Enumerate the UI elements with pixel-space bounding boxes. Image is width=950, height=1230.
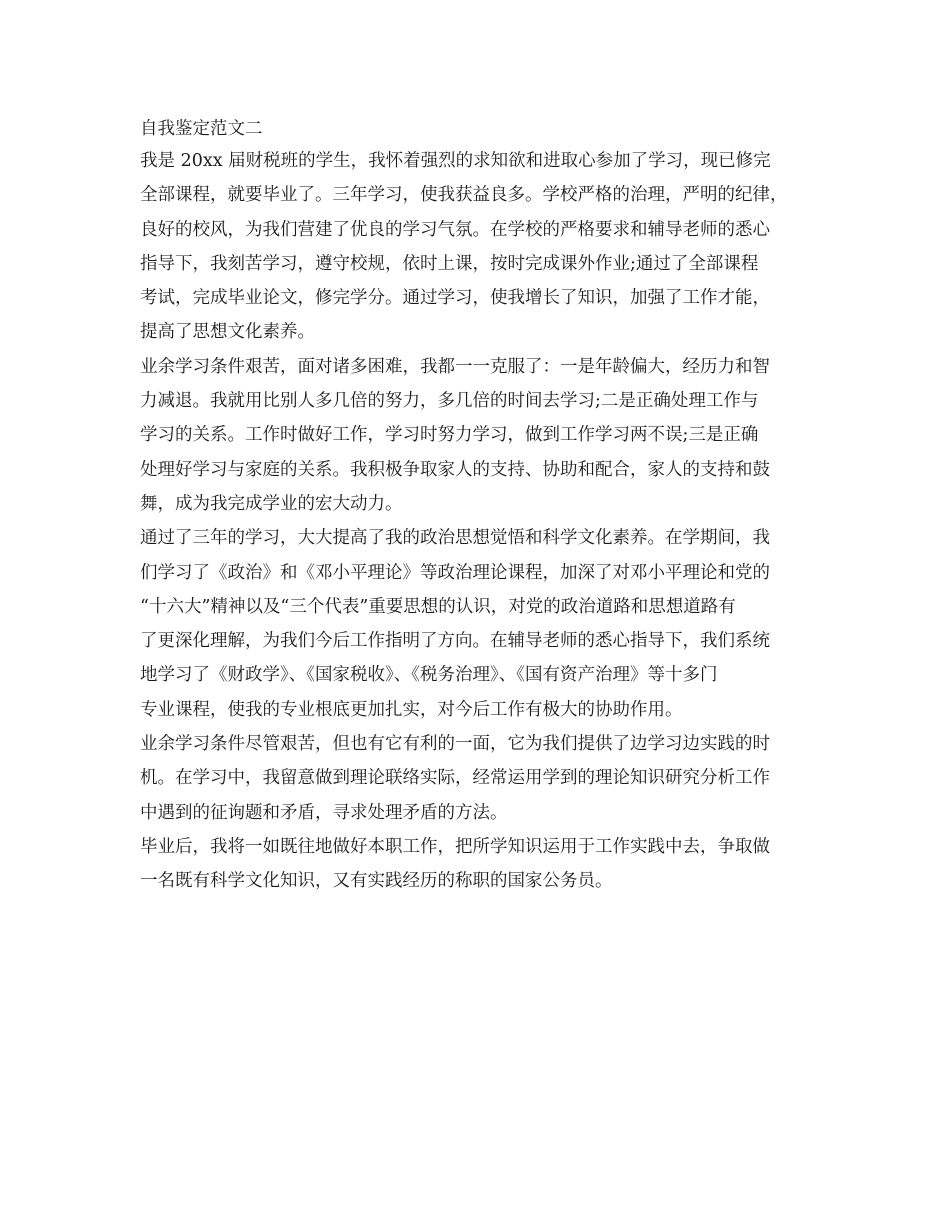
paragraph-1: [140, 144, 830, 350]
text-line: “十六大”精神以及“三个代表”重要思想的认识，对党的政治道路和思想道路有: [140, 596, 736, 617]
paragraph-2: [140, 350, 830, 521]
text-line: 通过了三年的学习，大大提高了我的政治思想觉悟和科学文化素养。在学期间，我: [140, 528, 770, 549]
document-body: [140, 114, 830, 899]
text-line: 我是 20xx 届财税班的学生，我怀着强烈的求知欲和进取心参加了学习，现已修完: [140, 151, 771, 171]
paragraph-3: [140, 521, 830, 727]
text-line: 了更深化理解，为我们今后工作指明了方向。在辅导老师的悉心指导下，我们系统: [140, 631, 770, 652]
text-line: 地学习了《财政学》、《国家税收》、《税务治理》、《国有资产治理》等十多门: [140, 665, 718, 686]
text-line: 机。在学习中，我留意做到理论联络实际，经常运用学到的理论知识研究分析工作: [140, 768, 770, 789]
paragraph-5: [140, 830, 830, 899]
text-line: 舞，成为我完成学业的宏大动力。: [140, 493, 403, 514]
text-line: 们学习了《政治》和《邓小平理论》等政治理论课程，加深了对邓小平理论和党的: [140, 562, 770, 583]
text-line: 考试，完成毕业论文，修完学分。通过学习，使我增长了知识，加强了工作才能，: [140, 288, 770, 309]
text-line: 提高了思想文化素养。: [140, 322, 315, 343]
text-line: 毕业后，我将一如既往地做好本职工作，把所学知识运用于工作实践中去，争取做: [140, 836, 770, 857]
text-line: 一名既有科学文化知识，又有实践经历的称职的国家公务员。: [140, 871, 613, 892]
text-line: 力减退。我就用比别人多几倍的努力，多几倍的时间去学习;二是正确处理工作与: [140, 391, 759, 412]
text-line: 专业课程，使我的专业根底更加扎实，对今后工作有极大的协助作用。: [140, 699, 683, 720]
text-line: 处理好学习与家庭的关系。我积极争取家人的支持、协助和配合，家人的支持和鼓: [140, 459, 770, 480]
document-title: 自我鉴定范文二: [140, 119, 263, 139]
text-line: 业余学习条件艰苦，面对诸多困难，我都一一克服了：一是年龄偏大，经历力和智: [140, 356, 770, 377]
text-line: 全部课程，就要毕业了。三年学习，使我获益良多。学校严格的治理，严明的纪律，: [140, 185, 788, 206]
text-line: 良好的校风，为我们营建了优良的学习气氛。在学校的严格要求和辅导老师的悉心: [140, 219, 770, 240]
text-line: 中遇到的征询题和矛盾，寻求处理矛盾的方法。: [140, 802, 508, 823]
text-line: 学习的关系。工作时做好工作，学习时努力学习，做到工作学习两不误;三是正确: [140, 425, 759, 446]
text-line: 业余学习条件尽管艰苦，但也有它有利的一面，它为我们提供了边学习边实践的时: [140, 734, 770, 755]
text-line: 指导下，我刻苦学习，遵守校规，依时上课，按时完成课外作业;通过了全部课程: [140, 253, 759, 274]
paragraph-4: [140, 727, 830, 830]
